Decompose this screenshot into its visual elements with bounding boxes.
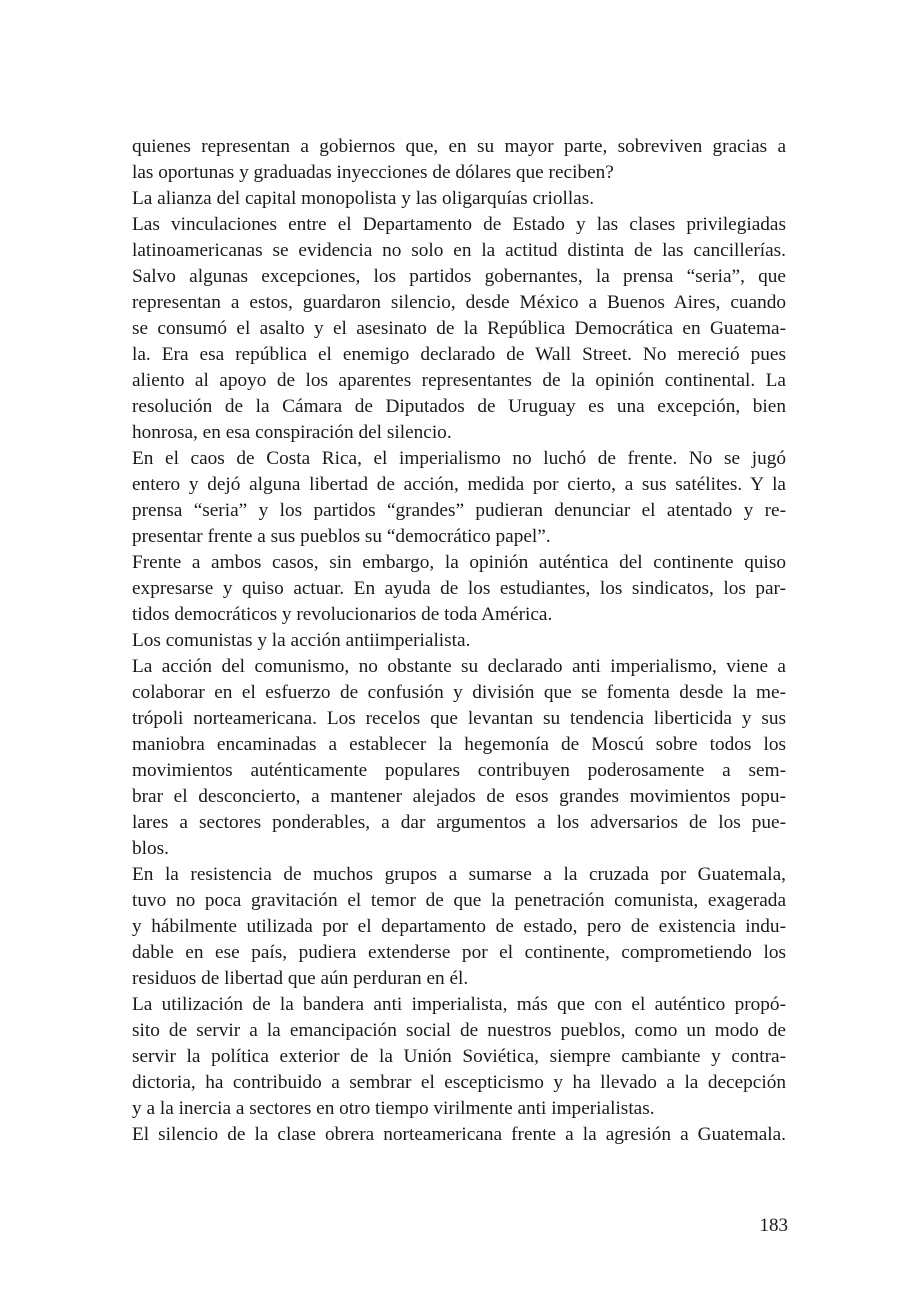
text-line: la. Era esa república el enemigo declarado de Wall Street. No mereció pues <box>132 344 786 365</box>
text-line: dable en ese país, pudiera extenderse por el continente, comprometiendo los <box>132 942 786 963</box>
text-line: servir la política exterior de la Unión Soviética, siempre cambiante y contra- <box>132 1046 786 1067</box>
text-line: blos. <box>132 838 169 859</box>
text-line: maniobra encaminadas a establecer la hegemonía de Moscú sobre todos los <box>132 734 786 755</box>
text-line: prensa “seria” y los partidos “grandes” pudieran denunciar el atentado y re- <box>132 500 786 521</box>
text-line: trópoli norteamericana. Los recelos que levantan su tendencia liberticida y sus <box>132 708 786 729</box>
page-number: 183 <box>759 1215 788 1236</box>
text-line: En el caos de Costa Rica, el imperialismo no luchó de frente. No se jugó <box>132 448 786 469</box>
text-line: y a la inercia a sectores en otro tiempo virilmente anti imperialistas. <box>132 1098 655 1119</box>
text-line: aliento al apoyo de los aparentes representantes de la opinión continental. La <box>132 370 786 391</box>
text-line: La acción del comunismo, no obstante su declarado anti imperialismo, viene a <box>132 656 786 677</box>
text-line: expresarse y quiso actuar. En ayuda de los estudiantes, los sindicatos, los par- <box>132 578 786 599</box>
text-line: se consumó el asalto y el asesinato de la República Democrática en Guatema- <box>132 318 786 339</box>
text-line: El silencio de la clase obrera norteamericana frente a la agresión a Guatemala. <box>132 1124 786 1145</box>
text-line: sito de servir a la emancipación social de nuestros pueblos, como un modo de <box>132 1020 786 1041</box>
text-line: y hábilmente utilizada por el departamento de estado, pero de existencia indu- <box>132 916 786 937</box>
text-line: quienes representan a gobiernos que, en su mayor parte, sobreviven gracias a <box>132 136 786 157</box>
text-line: Las vinculaciones entre el Departamento de Estado y las clases privilegiadas <box>132 214 786 235</box>
text-line: dictoria, ha contribuido a sembrar el escepticismo y ha llevado a la decepción <box>132 1072 786 1093</box>
text-line: La alianza del capital monopolista y las oligarquías criollas. <box>132 188 595 209</box>
body-text <box>132 134 786 1148</box>
text-line: Salvo algunas excepciones, los partidos gobernantes, la prensa “seria”, que <box>132 266 786 287</box>
text-line: las oportunas y graduadas inyecciones de dólares que reciben? <box>132 162 614 183</box>
text-line: latinoamericanas se evidencia no solo en la actitud distinta de las cancillerías. <box>132 240 786 261</box>
text-line: Los comunistas y la acción antiimperialista. <box>132 630 471 651</box>
text-line: lares a sectores ponderables, a dar argumentos a los adversarios de los pue- <box>132 812 786 833</box>
text-line: residuos de libertad que aún perduran en él. <box>132 968 469 989</box>
text-line: colaborar en el esfuerzo de confusión y división que se fomenta desde la me- <box>132 682 786 703</box>
text-line: entero y dejó alguna libertad de acción, medida por cierto, a sus satélites. Y la <box>132 474 786 495</box>
text-line: La utilización de la bandera anti imperialista, más que con el auténtico propó- <box>132 994 786 1015</box>
text-line: tuvo no poca gravitación el temor de que la penetración comunista, exagerada <box>132 890 786 911</box>
text-line: tidos democráticos y revolucionarios de toda América. <box>132 604 553 625</box>
text-line: presentar frente a sus pueblos su “democrático papel”. <box>132 526 551 547</box>
text-line: representan a estos, guardaron silencio, desde México a Buenos Aires, cuando <box>132 292 786 313</box>
text-line: brar el desconcierto, a mantener alejados de esos grandes movimientos popu- <box>132 786 786 807</box>
text-line: honrosa, en esa conspiración del silencio. <box>132 422 452 443</box>
text-line: Frente a ambos casos, sin embargo, la opinión auténtica del continente quiso <box>132 552 786 573</box>
text-line: movimientos auténticamente populares contribuyen poderosamente a sem- <box>132 760 786 781</box>
text-line: En la resistencia de muchos grupos a sumarse a la cruzada por Guatemala, <box>132 864 786 885</box>
text-line: resolución de la Cámara de Diputados de Uruguay es una excepción, bien <box>132 396 786 417</box>
